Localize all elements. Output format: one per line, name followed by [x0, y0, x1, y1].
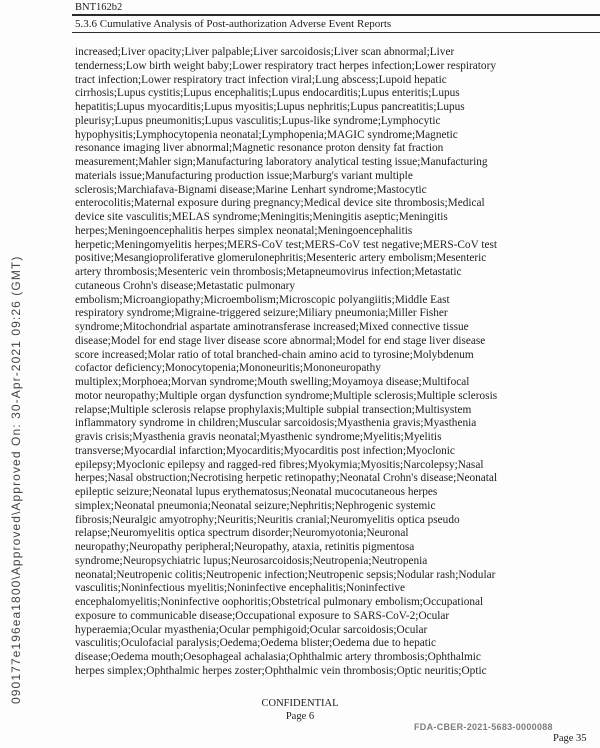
adverse-events-line: epilepsy;Myoclonic epilepsy and ragged-red fibres;Myokymia;Myositis;Narcolepsy;Nasal: [75, 458, 484, 471]
adverse-events-line: neonatal;Neutropenic colitis;Neutropenic infection;Neutropenic sepsis;Nodular rash;Nodular: [75, 568, 496, 581]
document-id: BNT162b2: [75, 2, 123, 13]
page-header: [72, 2, 600, 33]
left-approval-stamp: 090177e196ea1800\Approved\Approved On: 30-Apr-2021 09:26 (GMT): [9, 255, 23, 704]
adverse-events-line: hypophysitis;Lymphocytopenia neonatal;Lymphopenia;MAGIC syndrome;Magnetic: [75, 128, 458, 141]
adverse-events-line: gravis crisis;Myasthenia gravis neonatal;Myasthenic syndrome;Myelitis;Myelitis: [75, 431, 442, 443]
adverse-events-line: positive;Mesangioproliferative glomerulonephritis;Mesenteric artery embolism;Mesenteric: [75, 252, 487, 265]
adverse-events-line: syndrome;Mitochondrial aspartate aminotransferase increased;Mixed connective tissue: [75, 321, 469, 333]
adverse-events-line: herpes;Nasal obstruction;Necrotising herpetic retinopathy;Neonatal Crohn's disease;Neonatal: [75, 472, 498, 485]
adverse-events-line: materials issue;Manufacturing production issue;Marburg's variant multiple: [75, 169, 413, 182]
adverse-events-line: measurement;Mahler sign;Manufacturing laboratory analytical testing issue;Manufacturing: [75, 156, 488, 168]
adverse-events-line: enterocolitis;Maternal exposure during pregnancy;Medical device site thrombosis;Medical: [75, 197, 485, 210]
adverse-events-line: simplex;Neonatal pneumonia;Neonatal seizure;Nephritis;Nephrogenic systemic: [75, 499, 436, 512]
adverse-events-line: disease;Model for end stage liver disease score abnormal;Model for end stage liver disease: [75, 334, 486, 347]
adverse-events-line: vasculitis;Oculofacial paralysis;Oedema;Oedema blister;Oedema due to hepatic: [75, 637, 437, 650]
adverse-events-line: herpetic;Meningomyelitis herpes;MERS-CoV test;MERS-CoV test negative;MERS-CoV test: [75, 238, 498, 251]
header-rule-bottom: [72, 32, 600, 33]
adverse-events-line: fibrosis;Neuralgic amyotrophy;Neuritis;Neuritis cranial;Neuromyelitis optica pseudo: [75, 513, 460, 526]
adverse-events-line: score increased;Molar ratio of total branched-chain amino acid to tyrosine;Molybdenum: [75, 348, 474, 361]
adverse-events-line: pleurisy;Lupus pneumonitis;Lupus vasculitis;Lupus-like syndrome;Lymphocytic: [75, 114, 441, 127]
adverse-events-line: tenderness;Low birth weight baby;Lower respiratory tract herpes infection;Lower respiratory: [75, 59, 496, 72]
adverse-events-line: relapse;Neuromyelitis optica spectrum disorder;Neuromyotonia;Neuronal: [75, 527, 409, 540]
adverse-events-line: respiratory syndrome;Migraine-triggered seizure;Miliary pneumonia;Miller Fisher: [75, 307, 448, 320]
adverse-events-line: cirrhosis;Lupus cystitis;Lupus encephalitis;Lupus endocarditis;Lupus enteritis;Lupus: [75, 87, 460, 100]
header-rule-top: [72, 14, 600, 16]
adverse-events-line: herpes;Meningoencephalitis herpes simplex neonatal;Meningoencephalitis: [75, 224, 413, 237]
adverse-events-line: sclerosis;Marchiafava-Bignami disease;Marine Lenhart syndrome;Mastocytic: [75, 183, 427, 196]
adverse-events-line: motor neuropathy;Multiple organ dysfunction syndrome;Multiple sclerosis;Multiple sclerosis: [75, 389, 498, 402]
adverse-events-line: exposure to communicable disease;Occupational exposure to SARS-CoV-2;Ocular: [75, 609, 450, 622]
adverse-events-line: epileptic seizure;Neonatal lupus erythematosus;Neonatal mucocutaneous herpes: [75, 486, 438, 498]
adverse-events-line: neuropathy;Neuropathy peripheral;Neuropathy, ataxia, retinitis pigmentosa: [75, 541, 415, 553]
adverse-events-line: hyperaemia;Ocular myasthenia;Ocular pemphigoid;Ocular sarcoidosis;Ocular: [75, 623, 428, 636]
adverse-events-line: cutaneous Crohn's disease;Metastatic pulmonary: [75, 279, 296, 292]
adverse-events-line: multiplex;Morphoea;Morvan syndrome;Mouth swelling;Moyamoya disease;Multifocal: [75, 376, 470, 388]
adverse-events-line: tract infection;Lower respiratory tract infection viral;Lung abscess;Lupoid hepatic: [75, 73, 447, 86]
adverse-events-line: relapse;Multiple sclerosis relapse prophylaxis;Multiple subpial transection;Multisystem: [75, 403, 472, 416]
adverse-events-line: resonance imaging liver abnormal;Magnetic resonance proton density fat fraction: [75, 142, 444, 155]
adverse-events-line: herpes simplex;Ophthalmic herpes zoster;Ophthalmic vein thrombosis;Optic neuritis;Optic: [75, 664, 487, 677]
adverse-events-line: cofactor deficiency;Monocytopenia;Mononeuritis;Mononeuropathy: [75, 362, 381, 375]
adverse-events-line: increased;Liver opacity;Liver palpable;Liver sarcoidosis;Liver scan abnormal;Liver: [75, 46, 455, 58]
adverse-events-line: disease;Oedema mouth;Oesophageal achalasia;Ophthalmic artery thrombosis;Ophthalmic: [75, 651, 481, 663]
adverse-events-line: embolism;Microangiopathy;Microembolism;Microscopic polyangiitis;Middle East: [75, 293, 450, 306]
fda-document-stamp: FDA-CBER-2021-5683-0000088: [414, 722, 553, 732]
adverse-events-line: artery thrombosis;Mesenteric vein thrombosis;Metapneumovirus infection;Metastatic: [75, 266, 462, 278]
section-title: 5.3.6 Cumulative Analysis of Post-authorization Adverse Event Reports: [75, 18, 392, 30]
adverse-events-line: device site vasculitis;MELAS syndrome;Meningitis;Meningitis aseptic;Meningitis: [75, 211, 448, 223]
adverse-events-line: transverse;Myocardial infarction;Myocarditis;Myocarditis post infection;Myoclonic: [75, 444, 455, 457]
page-number: Page 35: [553, 733, 587, 744]
adverse-events-line: syndrome;Neuropsychiatric lupus;Neurosarcoidosis;Neutropenia;Neutropenia: [75, 554, 428, 567]
confidential-label: CONFIDENTIAL: [261, 698, 339, 709]
footer: [0, 697, 600, 723]
adverse-events-line: hepatitis;Lupus myocarditis;Lupus myositis;Lupus nephritis;Lupus pancreatitis;Lupus: [75, 101, 465, 113]
adverse-events-line: vasculitis;Noninfectious myelitis;Noninfective encephalitis;Noninfective: [75, 582, 406, 595]
adverse-events-line: inflammatory syndrome in children;Muscular sarcoidosis;Myasthenia gravis;Myasthenia: [75, 417, 477, 430]
adverse-events-line: encephalomyelitis;Noninfective oophoritis;Obstetrical pulmonary embolism;Occupational: [75, 596, 484, 608]
internal-page-label: Page 6: [285, 711, 315, 722]
adverse-events-list: [75, 46, 497, 679]
